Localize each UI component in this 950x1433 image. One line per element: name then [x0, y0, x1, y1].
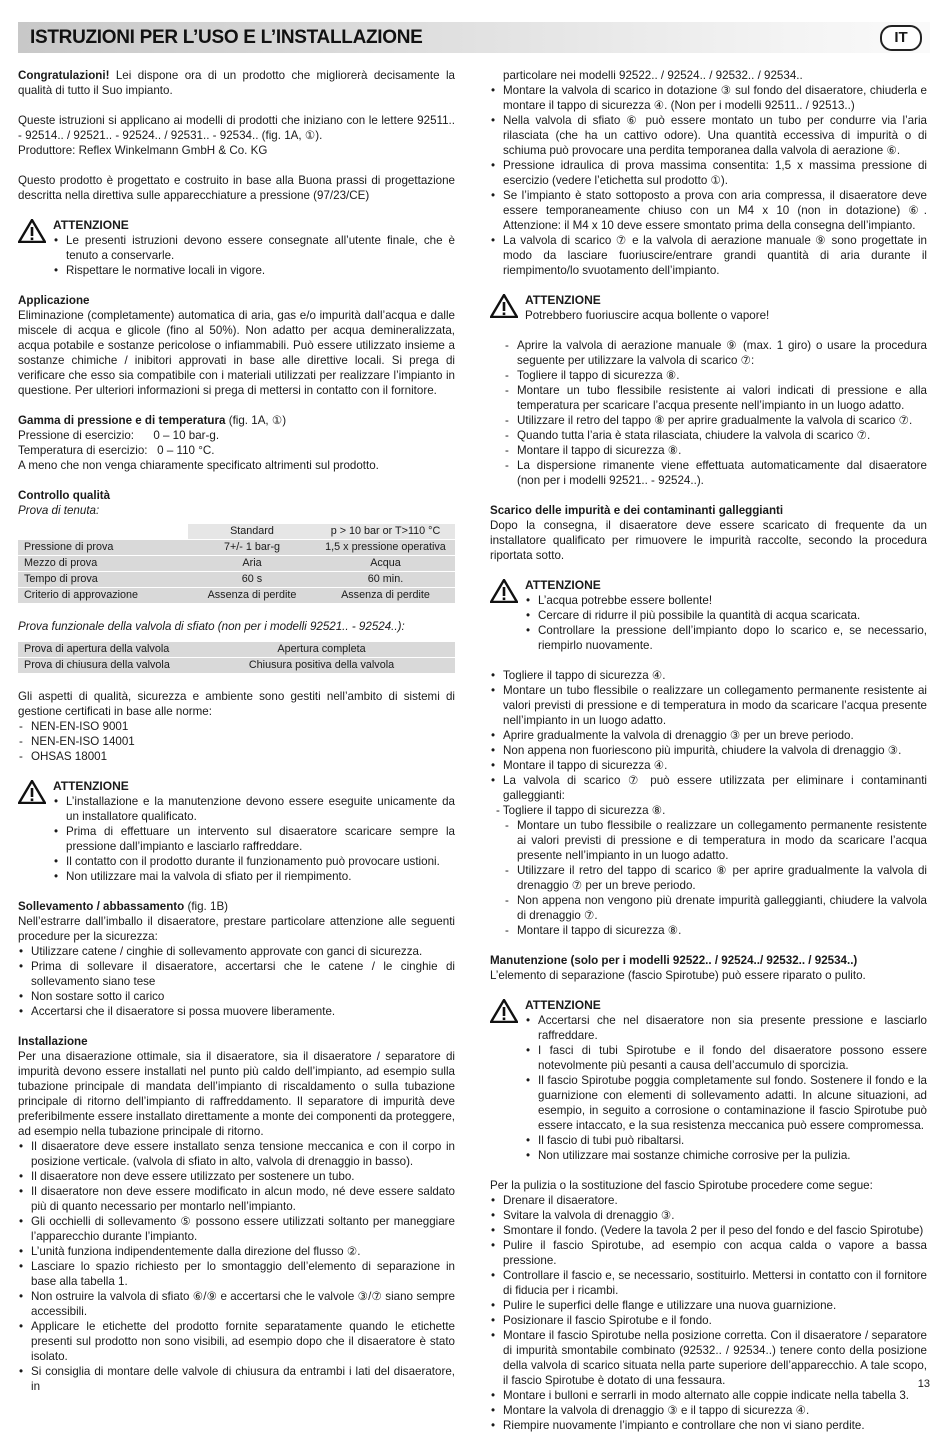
lift-ref: (fig. 1B) — [184, 900, 229, 913]
list-item: • Posizionare il fascio Spirotube e il fondo. — [490, 1313, 927, 1328]
list-item: • La valvola di scarico ⑦ può essere utilizzata per eliminare i contaminanti galleggianti: — [490, 773, 927, 803]
list-item: • Il fascio di tubi può ribaltarsi. — [525, 1133, 927, 1148]
list-item: • Applicare le etichette del prodotto fornite separatamente quando le etichette presenti sul prodotto non sono visibili, ad esempio dopo che il disaeratore è stato isolato. — [18, 1319, 455, 1364]
table-cell: 7+/- 1 bar-g — [188, 540, 316, 556]
list-item: - Montare un tubo flessibile resistente ai valori indicati di pressione e alla temperatura per scaricare l’acqua presente nell’impianto in un luogo adatto. — [504, 383, 927, 413]
warning-title: ATTENZIONE — [525, 578, 601, 592]
page-header — [18, 22, 930, 53]
range-temperature: Temperatura di esercizio: 0 – 110 °C. — [18, 444, 215, 457]
drain-steps — [490, 668, 927, 803]
warning-list — [525, 1013, 927, 1163]
warning-icon — [490, 294, 518, 318]
list-item: • L’acqua potrebbe essere bollente! — [525, 593, 927, 608]
list-item: • Utilizzare catene / cinghie di sollevamento approvate con ganci di sicurezza. — [18, 944, 455, 959]
range-note: A meno che non venga chiaramente specificato altrimenti sul prodotto. — [18, 459, 379, 472]
list-item: • Il disaeratore deve essere installato senza tensione meccanica e con il corpo in posizione verticale. (valvola di sfiato in alto, valvola di drenaggio in basso). — [18, 1139, 455, 1169]
list-item: - OHSAS 18001 — [18, 749, 455, 764]
table-cell: Tempo di prova — [18, 572, 188, 588]
func-test-title: Prova funzionale della valvola di sfiato (non per i modelli 92521.. - 92524..): — [18, 620, 405, 633]
table-cell: 60 s — [188, 572, 316, 588]
list-item: - NEN-EN-ISO 14001 — [18, 734, 455, 749]
section-title-applicazione: Applicazione — [18, 294, 90, 307]
list-item: - Non appena non vengono più drenate impurità galleggianti, chiudere la valvola di drenaggio ⑦. — [504, 893, 927, 923]
list-item: • Le presenti istruzioni devono essere consegnate all’utente finale, che è tenuto a conservarle. — [53, 233, 455, 263]
list-item: • Smontare il fondo. (Vedere la tavola 2 per il peso del fondo e del fascio Spirotube) — [490, 1223, 927, 1238]
table-cell: Prova di apertura della valvola — [18, 642, 188, 658]
models-paragraph: Queste istruzioni si applicano ai modelli di prodotti che iniziano con le lettere 92511.. - 92514.. / 92521.. - 92524.. / 92531.. - 92534.. (fig. 1A, ①). — [18, 114, 455, 142]
table-row — [18, 556, 455, 572]
warning-box-3 — [490, 293, 927, 323]
lifting-paragraph: Nell’estrarre dall’imballo il disaeratore, prestare particolare attenzione alle seguenti procedure per la sicurezza: — [18, 915, 455, 943]
list-item: - Aprire la valvola di aerazione manuale ⑨ (max. 1 giro) o usare la procedura seguente per utilizzare la valvola di scarico ⑦: — [504, 338, 927, 368]
list-item: • Rispettare le normative locali in vigore. — [53, 263, 455, 278]
list-item: • Pressione idraulica di prova massima consentita: 1,5 x massima pressione di esercizio (vedere l’etichetta sul prodotto ①). — [490, 158, 927, 188]
list-item: • Togliere il tappo di sicurezza ④. — [490, 668, 927, 683]
warning-text: Potrebbero fuoriuscire acqua bollente o vapore! — [525, 309, 770, 322]
list-item: • Accertarsi che nel disaeratore non sia presente pressione e lasciarlo raffreddare. — [525, 1013, 927, 1043]
warning-title: ATTENZIONE — [53, 218, 129, 232]
table-row — [18, 572, 455, 588]
list-item: • Aprire gradualmente la valvola di drenaggio ③ per un breve periodo. — [490, 728, 927, 743]
table-cell: Chiusura positiva della valvola — [188, 658, 455, 674]
list-item: • Accertarsi che il disaeratore si possa muovere liberamente. — [18, 1004, 455, 1019]
list-item: • Gli occhielli di sollevamento ⑤ possono essere utilizzati soltanto per maneggiare l’apparecchio durante l’impianto. — [18, 1214, 455, 1244]
application-paragraph: Eliminazione (completamente) automatica di aria, gas e/o impurità dall’acqua e dalle miscele di acqua e glicole (fino al 50%). Non adatto per acqua demineralizzata, acqua potabile e sostanze pericolose o infiammabili. Può essere utilizzato insieme a sostanze chimiche / inibitori approvati in base alle direttive locali. Si prega di verificare che esso sia compatibile con i materiali utilizzati per realizzare l’impianto in questione. Per ulteriori informazioni si prega di mettersi in contatto con il fornitore. — [18, 309, 455, 397]
range-title: Gamma di pressione e di temperatura — [18, 414, 226, 427]
list-item: • Controllare la pressione dell’impianto dopo lo scarico e, se necessario, riempirlo nuovamente. — [525, 623, 927, 653]
right-column — [490, 68, 927, 1433]
list-item: • Non sostare sotto il carico — [18, 989, 455, 1004]
warning-box-2 — [18, 779, 455, 884]
list-item: - Utilizzare il retro del tappo ⑧ per aprire gradualmente la valvola di scarico ⑦. — [504, 413, 927, 428]
intro-bold: Congratulazioni! — [18, 69, 110, 82]
cleaning-paragraph: Per la pulizia o la sostituzione del fascio Spirotube procedere come segue: — [490, 1179, 873, 1192]
table-row — [18, 658, 455, 674]
warning-box-4 — [490, 578, 927, 653]
list-item: - Togliere il tappo di sicurezza ⑧. — [504, 368, 927, 383]
list-item: • Non utilizzare mai sostanze chimiche corrosive per la pulizia. — [525, 1148, 927, 1163]
list-item: • Controllare il fascio e, se necessario, sostituirlo. Mettersi in contatto con il fornitore di fiducia per i ricambi. — [490, 1268, 927, 1298]
list-item: • Montare un tubo flessibile o realizzare un collegamento permanente resistente ai valori previsti di pressione e di temperatura in modo da scaricare l’acqua presente nell’impianto in un luogo adatto. — [490, 683, 927, 728]
list-item: • Nella valvola di sfiato ⑥ può essere montato un tubo per condurre via l’aria rilasciata (che ha un cattivo odore). Una quantità eccessiva di impurità o di schiuma può provocare una perdita temporanea dalla valvola di aerazione ⑥. — [490, 113, 927, 158]
cert-paragraph: Gli aspetti di qualità, sicurezza e ambiente sono gestiti nell’ambito di sistemi di gestione certificati in base alle norme: — [18, 690, 455, 718]
valve-list — [490, 83, 927, 278]
list-item: • Pulire le superfici delle flange e utilizzare una nuova guarnizione. — [490, 1298, 927, 1313]
cert-list — [18, 719, 455, 764]
list-item: • Pulire il fascio Spirotube, ad esempio con acqua calda o vapore a bassa pressione. — [490, 1238, 927, 1268]
list-item: • Il contatto con il prodotto durante il funzionamento può provocare ustioni. — [53, 854, 455, 869]
left-column — [18, 68, 455, 1394]
cleaning-steps — [490, 1193, 927, 1433]
warning-list — [525, 593, 927, 653]
table-row — [18, 540, 455, 556]
table-cell: Acqua — [316, 556, 455, 572]
installation-list — [18, 1139, 455, 1394]
page-title: ISTRUZIONI PER L’USO E L’INSTALLAZIONE — [30, 27, 423, 48]
warning-box-1 — [18, 218, 455, 278]
lifting-list — [18, 944, 455, 1019]
drain-paragraph: Dopo la consegna, il disaeratore deve essere scaricato di frequente da un installatore qualificato per rimuovere le impurità raccolte, secondo la procedura riportata sotto. — [490, 519, 927, 562]
warning-icon — [490, 999, 518, 1023]
list-item: • Montare il tappo di sicurezza ④. — [490, 758, 927, 773]
list-item: • L’installazione e la manutenzione devono essere eseguite unicamente da un installatore qualificato. — [53, 794, 455, 824]
intro-text: Lei dispone ora di un prodotto che migliorerà decisamente la qualità di tutto il Suo impianto. — [18, 69, 455, 97]
table-cell: 60 min. — [316, 572, 455, 588]
page-number: 13 — [917, 1378, 930, 1390]
list-item: - Montare un tubo flessibile o realizzare un collegamento permanente resistente ai valori previsti di pressione e di temperatura in modo da scaricare l’acqua presente nell’impianto in un luogo adatto. — [504, 818, 927, 863]
section-title-installazione: Installazione — [18, 1035, 88, 1048]
list-item: • Se l’impianto è stato sottoposto a prova con aria compressa, il disaeratore deve essere temporaneamente chiuso con un M4 x 10 (non in dotazione) ⑥. Attenzione: il M4 x 10 deve essere smontato prima della consegna dell’impianto. — [490, 188, 927, 233]
list-item: • Montare il fascio Spirotube nella posizione corretta. Con il disaeratore / separatore di impurità smontabile combinato (92532.. / 92534..) tenere conto della posizione della valvola di scarico situata nella parte superiore dell’apparecchio. A tale scopo, il fascio Spirotube è dotato di una fessaura. — [490, 1328, 927, 1388]
qc-subtitle: Prova di tenuta: — [18, 504, 100, 517]
list-item: • Non utilizzare mai la valvola di sfiato per il riempimento. — [53, 869, 455, 884]
table-cell: Aria — [188, 556, 316, 572]
warning-box-5 — [490, 998, 927, 1163]
table-cell: Assenza di perdite — [316, 588, 455, 604]
list-item: • Montare i bulloni e serrarli in modo alternato alle coppie indicate nella tabella 3. — [490, 1388, 927, 1403]
list-item: - La dispersione rimanente viene effettuata automaticamente dal disaeratore (non per i modelli 92521.. - 92524..). — [504, 458, 927, 488]
list-item: • La valvola di scarico ⑦ e la valvola di aerazione manuale ⑨ sono progettate in modo da lasciare fuoriuscire/entrare grandi quantità di aria durante il riempimento/lo svuotamento dell’impianto. — [490, 233, 927, 278]
warning-list — [53, 233, 455, 278]
table-header-cell: p > 10 bar or T>110 °C — [316, 524, 455, 540]
list-item: • Si consiglia di montare delle valvole di chiusura da entrambi i lati del disaeratore, in — [18, 1364, 455, 1394]
list-item: • Montare la valvola di drenaggio ③ e il tappo di sicurezza ④. — [490, 1403, 927, 1418]
warning-title: ATTENZIONE — [525, 998, 601, 1012]
list-item: • Cercare di ridurre il più possibile la quantità di acqua scaricata. — [525, 608, 927, 623]
language-badge: IT — [880, 25, 922, 51]
warning-title: ATTENZIONE — [53, 779, 129, 793]
section-title-maintenance: Manutenzione (solo per i modelli 92522.. / 92524../ 92532.. / 92534..) — [490, 954, 858, 967]
list-item: • Il disaeratore non deve essere modificato in alcun modo, né deve essere saldato più di quanto necessario per montarlo nell’impianto. — [18, 1184, 455, 1214]
table-cell: 1,5 x pressione operativa — [316, 540, 455, 556]
list-item: • Drenare il disaeratore. — [490, 1193, 927, 1208]
table-cell: Apertura completa — [188, 642, 455, 658]
list-item: • Non ostruire la valvola di sfiato ⑥/⑨ e accertarsi che le valvole ③/⑦ siano sempre accessibili. — [18, 1289, 455, 1319]
range-pressure: Pressione di esercizio: 0 – 10 bar-g. — [18, 429, 220, 442]
float-drain-steps — [490, 818, 927, 938]
table-cell: Pressione di prova — [18, 540, 188, 556]
table-header-cell: Standard — [188, 524, 316, 540]
venting-steps — [490, 338, 927, 488]
dash-first-line: - Togliere il tappo di sicurezza ⑧. — [496, 804, 666, 817]
list-item: • L’unità funziona indipendentemente dalla direzione del flusso ②. — [18, 1244, 455, 1259]
list-item: • Montare la valvola di scarico in dotazione ③ sul fondo del disaeratore, chiuderla e montare il tappo di sicurezza ④. (Non per i modelli 92511.. / 92513..) — [490, 83, 927, 113]
list-item: • Riempire nuovamente l’impianto e controllare che non vi siano perdite. — [490, 1418, 927, 1433]
list-item: - Montare il tappo di sicurezza ⑧. — [504, 443, 927, 458]
intro-paragraph — [18, 68, 455, 98]
section-title-range — [18, 413, 455, 428]
section-title-qc: Controllo qualità — [18, 489, 111, 502]
design-paragraph: Questo prodotto è progettato e costruito in base alla Buona prassi di progettazione descritta nella direttiva sulle apparecchiature a pressione (97/23/CE) — [18, 174, 455, 202]
section-title-lifting — [18, 899, 455, 914]
list-item: • I fasci di tubi Spirotube e il fondo del disaeratore possono essere notevolmente più pesanti a causa dell’accumulo di sporcizia. — [525, 1043, 927, 1073]
list-item: - Quando tutta l’aria è stata rilasciata, chiudere la valvola di scarico ⑦. — [504, 428, 927, 443]
producer-line: Produttore: Reflex Winkelmann GmbH & Co. KG — [18, 144, 268, 157]
list-item: - Montare il tappo di sicurezza ⑧. — [504, 923, 927, 938]
warning-icon — [18, 219, 46, 243]
valve-test-table — [18, 642, 455, 674]
warning-title: ATTENZIONE — [525, 293, 601, 307]
list-item: • Il fascio Spirotube poggia completamente sul fondo. Sostenere il fondo e la guarnizione con elementi di sollevamento adatti. In alcune situazioni, ad esempio, in seguito a corrosione o contaminazione il fascio Spirotube può essere intaccato, e la sua resistenza meccanica può essere compromessa. — [525, 1073, 927, 1133]
table-cell: Mezzo di prova — [18, 556, 188, 572]
list-item: • Prima di effettuare un intervento sul disaeratore scaricare sempre la pressione dall’impianto e lasciarlo raffreddare. — [53, 824, 455, 854]
table-cell: Prova di chiusura della valvola — [18, 658, 188, 674]
continued-line: particolare nei modelli 92522.. / 92524.. / 92532.. / 92534.. — [503, 69, 803, 82]
table-cell: Assenza di perdite — [188, 588, 316, 604]
list-item: • Svitare la valvola di drenaggio ③. — [490, 1208, 927, 1223]
table-cell: Criterio di approvazione — [18, 588, 188, 604]
table-row — [18, 642, 455, 658]
table-row — [18, 588, 455, 604]
list-item: • Lasciare lo spazio richiesto per lo smontaggio dell’elemento di separazione in base alla tabella 1. — [18, 1259, 455, 1289]
table-header-row — [18, 524, 455, 540]
installation-paragraph: Per una disaerazione ottimale, sia il disaeratore, sia il disaeratore / separatore di impurità devono essere installati nel punto più caldo dell’impianto, ad esempio sulla tubazione principale di mandata dell’impianto di riscaldamento o sulla tubazione principale di ritorno dell’impianto di raffreddamento. Il separatore di impurità deve preferibilmente essere installato direttamente a monte dei componenti da proteggere, ad esempio nella tubazione principale di ritorno. — [18, 1050, 455, 1138]
lift-title: Sollevamento / abbassamento — [18, 900, 185, 913]
list-item: - NEN-EN-ISO 9001 — [18, 719, 455, 734]
list-item: • Non appena non fuoriescono più impurità, chiudere la valvola di drenaggio ③. — [490, 743, 927, 758]
test-table — [18, 524, 455, 604]
warning-list — [53, 794, 455, 884]
warning-icon — [490, 579, 518, 603]
list-item: • Prima di sollevare il disaeratore, accertarsi che le catene / le cinghie di sollevamento siano tese — [18, 959, 455, 989]
list-item: • Il disaeratore non deve essere utilizzato per sostenere un tubo. — [18, 1169, 455, 1184]
list-item: - Utilizzare il retro del tappo di scarico ⑧ per aprire gradualmente la valvola di drenaggio ⑦ per un breve periodo. — [504, 863, 927, 893]
maintenance-paragraph: L’elemento di separazione (fascio Spirotube) può essere riparato o pulito. — [490, 969, 866, 982]
warning-icon — [18, 780, 46, 804]
section-title-drain: Scarico delle impurità e dei contaminanti galleggianti — [490, 504, 784, 517]
range-ref: (fig. 1A, ①) — [225, 414, 287, 427]
